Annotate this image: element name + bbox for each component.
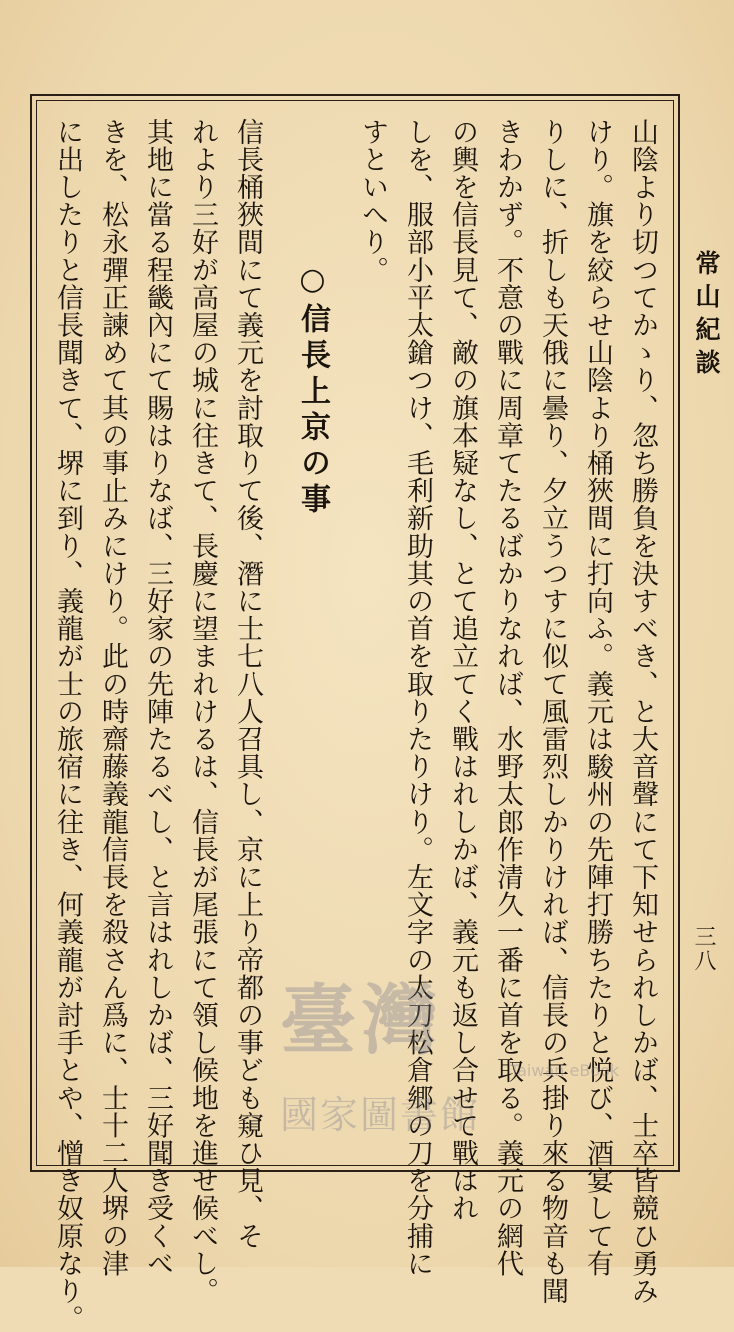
text-column-4: きわかず。不意の戰に周章てたるばかりなれば、水野太郎作清久一番に首を取る。義元の網代 bbox=[492, 118, 523, 1278]
text-column-7: すといへり。 bbox=[357, 118, 388, 284]
text-column-2: けり。旗を絞らせ山陰より桶狹間に打向ふ。義元は駿州の先陣打勝ちたりと悦び、酒宴して有 bbox=[582, 118, 613, 1278]
watermark-organization: 國家圖書館 bbox=[280, 1093, 481, 1137]
text-column-9: れより三好が高屋の城に往きて、長慶に望まれけるは、信長が尾張にて領し候地を進せ候べし。 bbox=[187, 118, 218, 1305]
watermark-script: 臺灣 bbox=[280, 976, 444, 1065]
watermark-english: Taiwan eBook bbox=[510, 1061, 620, 1080]
text-column-8: 信長桶狹間にて義元を討取りて後、潛に士七八人召具し、京に上り帝都の事ども窺ひ見、そ bbox=[232, 118, 263, 1250]
page-border-inner bbox=[36, 100, 674, 1166]
section-heading: ○信長上京の事 bbox=[295, 262, 330, 519]
text-column-10: 其地に當る程畿內にて賜はりなば、三好家の先陣たるべし、と言はれしかば、三好聞き受くべ bbox=[142, 118, 173, 1278]
text-column-11: きを、松永彈正諫めて其の事止みにけり。此の時齋藤義龍信長を殺さん爲に、士十二人堺の津 bbox=[97, 118, 128, 1278]
page-number: 三八 bbox=[691, 925, 716, 973]
text-column-12: に出したりと信長聞きて、堺に到り、義龍が士の旅宿に往き、何義龍が討手とや、憎き奴原なり。 bbox=[52, 118, 83, 1332]
text-column-6: しを、服部小平太鎗つけ、毛利新助其の首を取りたりけり。左文字の太刀松倉郷の刀を分捕に bbox=[402, 118, 433, 1278]
running-header-title: 常山紀談 bbox=[692, 250, 721, 382]
text-column-3: りしに、折しも天俄に曇り、夕立うつすに似て風雷烈しかりければ、信長の兵掛り來る物音も聞 bbox=[537, 118, 568, 1305]
text-column-5: の輿を信長見て、敵の旗本疑なし、とて追立てく戰はれしかば、義元も返し合せて戰はれ bbox=[447, 118, 478, 1222]
text-column-1: 山陰より切つてかゝり、忽ち勝負を決すべき、と大音聲にて下知せられしかば、士卒皆競ひ勇み bbox=[627, 118, 658, 1305]
